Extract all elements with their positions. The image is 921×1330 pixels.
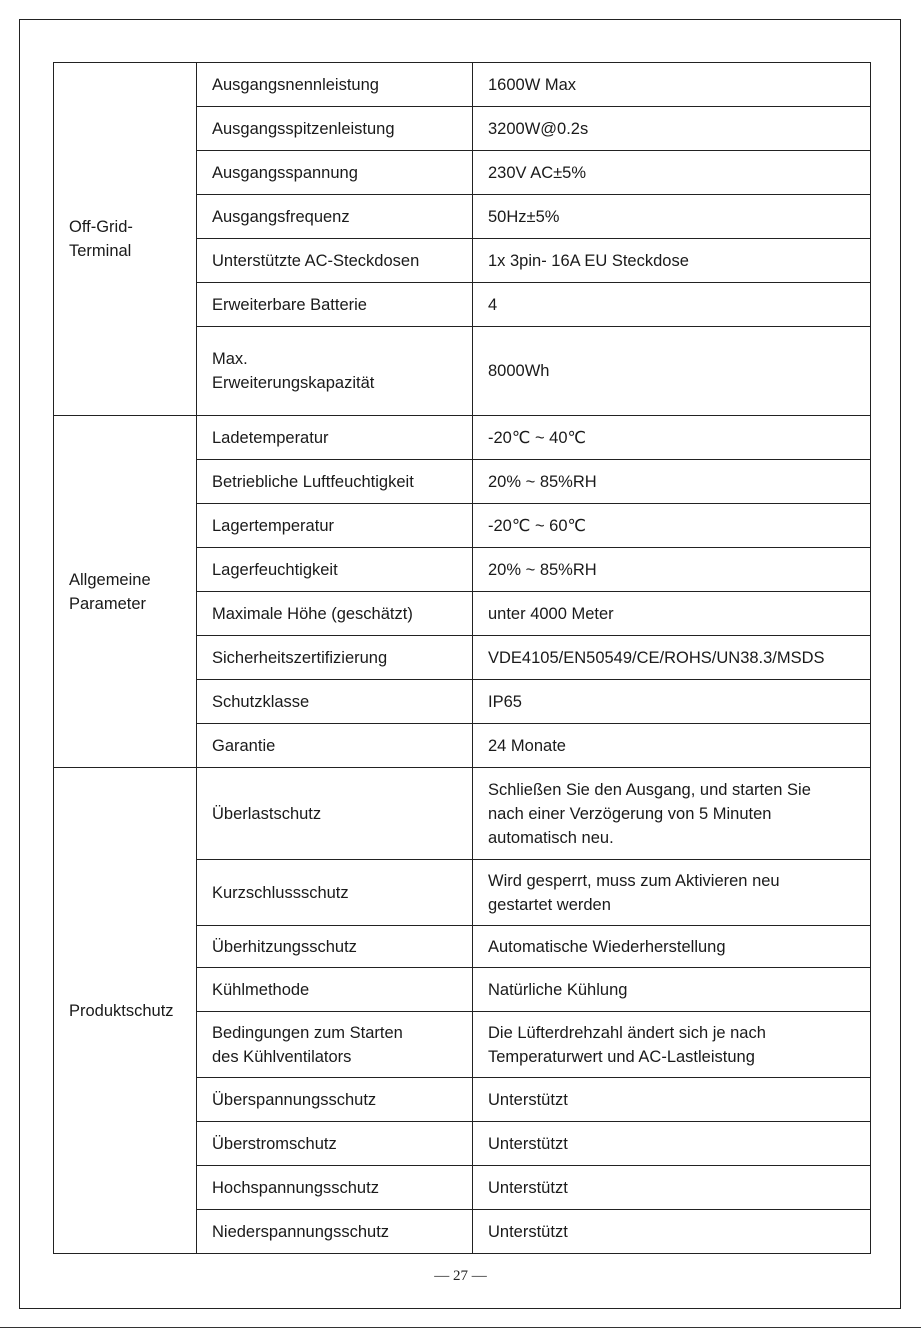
page-number: — 27 — <box>434 1268 487 1284</box>
spec-label: Kurzschlussschutz <box>197 860 473 926</box>
spec-label: Erweiterbare Batterie <box>197 283 473 327</box>
table-row <box>54 416 871 460</box>
table-row <box>54 768 871 860</box>
spec-label: Niederspannungsschutz <box>197 1210 473 1254</box>
spec-label: Lagertemperatur <box>197 504 473 548</box>
spec-value: 8000Wh <box>473 327 871 416</box>
spec-value: Unterstützt <box>473 1210 871 1254</box>
spec-label: Kühlmethode <box>197 968 473 1012</box>
spec-value: Wird gesperrt, muss zum Aktivieren neu gestartet werden <box>473 860 871 926</box>
spec-label: Ladetemperatur <box>197 416 473 460</box>
spec-value: Die Lüfterdrehzahl ändert sich je nach Temperaturwert und AC-Lastleistung <box>473 1012 871 1078</box>
spec-label: Ausgangsspannung <box>197 151 473 195</box>
spec-label: Überspannungsschutz <box>197 1078 473 1122</box>
spec-label: Ausgangsnennleistung <box>197 63 473 107</box>
spec-label: Ausgangsfrequenz <box>197 195 473 239</box>
spec-value: 3200W@0.2s <box>473 107 871 151</box>
spec-value: 4 <box>473 283 871 327</box>
spec-label: Hochspannungsschutz <box>197 1166 473 1210</box>
spec-value: Unterstützt <box>473 1166 871 1210</box>
spec-value: IP65 <box>473 680 871 724</box>
group-cell-off-grid-terminal: Off-Grid- Terminal <box>54 63 197 416</box>
spec-value: 20% ~ 85%RH <box>473 460 871 504</box>
spec-value: 20% ~ 85%RH <box>473 548 871 592</box>
spec-value: Automatische Wiederherstellung <box>473 926 871 968</box>
spec-label: Überlastschutz <box>197 768 473 860</box>
spec-label: Sicherheitszertifizierung <box>197 636 473 680</box>
spec-label: Unterstützte AC-Steckdosen <box>197 239 473 283</box>
spec-value: 24 Monate <box>473 724 871 768</box>
spec-value: Unterstützt <box>473 1078 871 1122</box>
spec-label: Max. Erweiterungskapazität <box>197 327 473 416</box>
spec-value: Unterstützt <box>473 1122 871 1166</box>
spec-value: 230V AC±5% <box>473 151 871 195</box>
spec-value: Natürliche Kühlung <box>473 968 871 1012</box>
spec-label: Ausgangsspitzenleistung <box>197 107 473 151</box>
spec-label: Überhitzungsschutz <box>197 926 473 968</box>
spec-label: Betriebliche Luftfeuchtigkeit <box>197 460 473 504</box>
group-cell-produktschutz: Produktschutz <box>54 768 197 1254</box>
bottom-rule <box>0 1327 921 1328</box>
spec-label: Lagerfeuchtigkeit <box>197 548 473 592</box>
spec-value: unter 4000 Meter <box>473 592 871 636</box>
spec-value: 50Hz±5% <box>473 195 871 239</box>
spec-label: Überstromschutz <box>197 1122 473 1166</box>
spec-value: Schließen Sie den Ausgang, und starten Sie nach einer Verzögerung von 5 Minuten automatisch neu. <box>473 768 871 860</box>
table-row <box>54 63 871 107</box>
spec-label: Maximale Höhe (geschätzt) <box>197 592 473 636</box>
spec-value: 1x 3pin- 16A EU Steckdose <box>473 239 871 283</box>
group-cell-allgemeine-parameter: Allgemeine Parameter <box>54 416 197 768</box>
spec-value: -20℃ ~ 60℃ <box>473 504 871 548</box>
spec-value: -20℃ ~ 40℃ <box>473 416 871 460</box>
spec-label: Schutzklasse <box>197 680 473 724</box>
spec-value: VDE4105/EN50549/CE/ROHS/UN38.3/MSDS <box>473 636 871 680</box>
spec-value: 1600W Max <box>473 63 871 107</box>
spec-label: Bedingungen zum Starten des Kühlventilators <box>197 1012 473 1078</box>
spec-label: Garantie <box>197 724 473 768</box>
spec-table <box>53 62 871 1254</box>
